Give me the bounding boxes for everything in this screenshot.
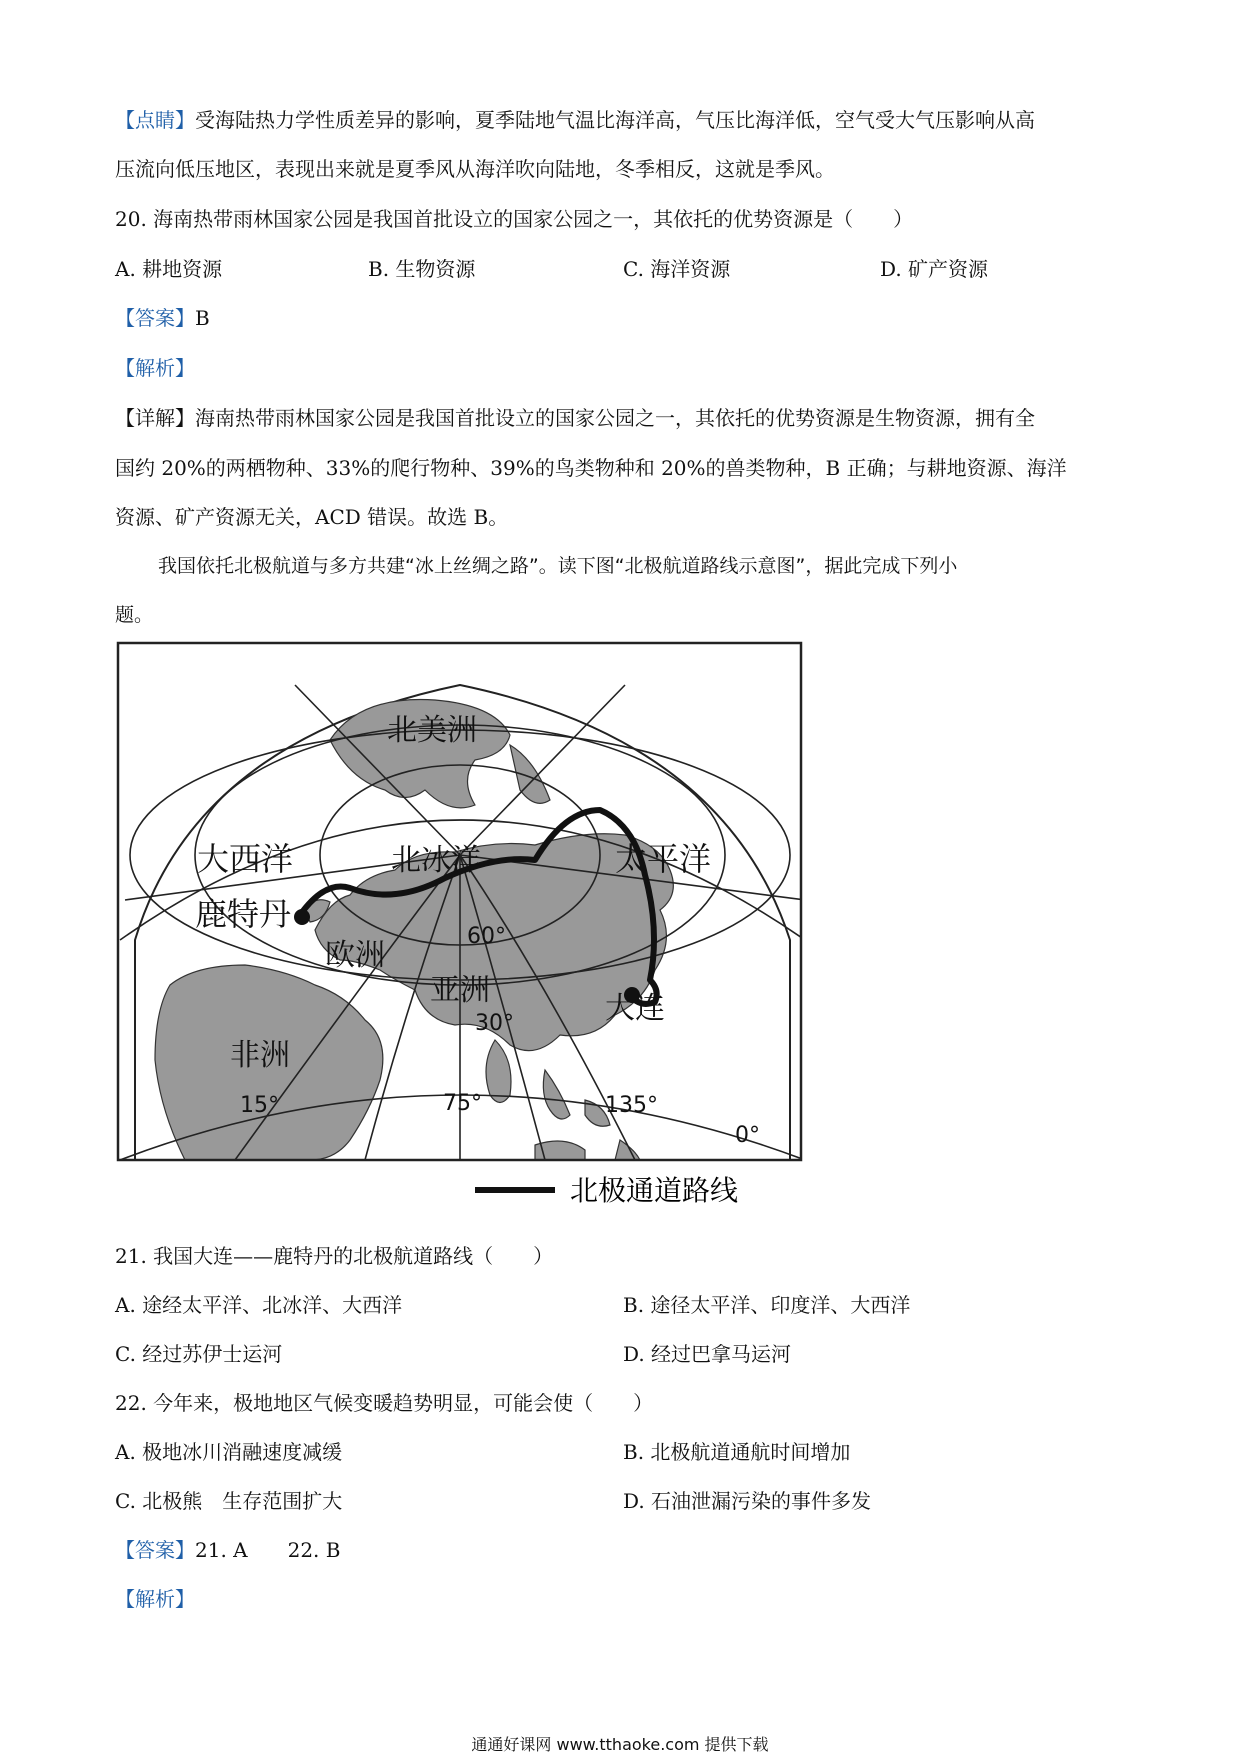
q20-detail-3: 资源、矿产资源无关，ACD 错误。故选 B。 [115,505,509,529]
tip-tag: 【点睛】 [115,108,195,132]
answers-21-22 [115,1534,340,1563]
q20-stem: 20. 海南热带雨林国家公园是我国首批设立的国家公园之一，其依托的优势资源是（ ） [115,207,914,231]
answer-value: B [195,306,210,330]
q22-option-d: D. 石油泄漏污染的事件多发 [623,1489,872,1513]
tip-line-1 [115,104,1035,133]
label-north-america: 北美洲 [387,713,477,748]
answer-21: 21. A [195,1538,248,1562]
label-pacific: 太平洋 [615,840,712,878]
q20-detail-2: 国约 20%的两栖物种、33%的爬行物种、39%的鸟类物种和 20%的兽类物种，B 正确；与耕地资源、海洋 [115,456,1067,480]
q21-option-b: B. 途径太平洋、印度洋、大西洋 [623,1293,911,1317]
label-lon-75: 75° [443,1091,482,1116]
detail-text-1: 海南热带雨林国家公园是我国首批设立的国家公园之一，其依托的优势资源是生物资源，拥有全 [195,406,1035,430]
q22-option-c: C. 北极熊 生存范围扩大 [115,1489,343,1513]
arctic-route-map [115,640,805,1215]
label-arctic: 北冰洋 [391,843,481,878]
answer-tag: 【答案】 [115,306,195,330]
q20-answer [115,302,210,331]
answers-tag: 【答案】 [115,1538,195,1562]
q21-option-c: C. 经过苏伊士运河 [115,1342,283,1366]
q20-option-b: B. 生物资源 [368,257,476,281]
q20-detail-1 [115,402,1035,431]
q21-stem: 21. 我国大连——鹿特丹的北极航道路线（ ） [115,1244,554,1268]
q20-option-c: C. 海洋资源 [623,257,731,281]
label-dalian: 大连 [605,991,665,1026]
q20-analysis-tag: 【解析】 [115,356,195,380]
legend-label: 北极通道路线 [570,1174,739,1207]
label-africa: 非洲 [230,1038,290,1073]
label-lat-60: 60° [467,924,506,949]
q21-option-d: D. 经过巴拿马运河 [623,1342,792,1366]
rotterdam-dot [294,909,310,925]
label-europe: 欧洲 [325,938,385,973]
q20-option-d: D. 矿产资源 [880,257,989,281]
q22-option-a: A. 极地冰川消融速度减缓 [115,1440,343,1464]
label-lat-30: 30° [475,1011,514,1036]
lead-line-1: 我国依托北极航道与多方共建“冰上丝绸之路”。读下图“北极航道路线示意图”，据此完成下列小 [158,555,958,577]
label-lat-0: 0° [735,1123,760,1148]
tip-text-1: 受海陆热力学性质差异的影响，夏季陆地气温比海洋高，气压比海洋低，空气受大气压影响从高 [195,108,1035,132]
answers-analysis-tag: 【解析】 [115,1587,195,1611]
label-lon-135: 135° [605,1093,658,1118]
label-rotterdam: 鹿特丹 [195,895,292,933]
tip-line-2: 压流向低压地区，表现出来就是夏季风从海洋吹向陆地，冬季相反，这就是季风。 [115,157,835,181]
q21-option-a: A. 途经太平洋、北冰洋、大西洋 [115,1293,403,1317]
label-lon-15: 15° [240,1093,279,1118]
answer-22: 22. B [287,1538,341,1562]
label-asia: 亚洲 [430,973,490,1008]
q20-option-a: A. 耕地资源 [115,257,223,281]
lead-line-2: 题。 [115,604,154,626]
label-atlantic: 大西洋 [197,840,294,878]
q22-option-b: B. 北极航道通航时间增加 [623,1440,851,1464]
detail-tag: 【详解】 [115,406,195,430]
q22-stem: 22. 今年来，极地地区气候变暖趋势明显，可能会使（ ） [115,1391,654,1415]
page-footer: 通通好课网 www.tthaoke.com 提供下载 [471,1735,769,1754]
